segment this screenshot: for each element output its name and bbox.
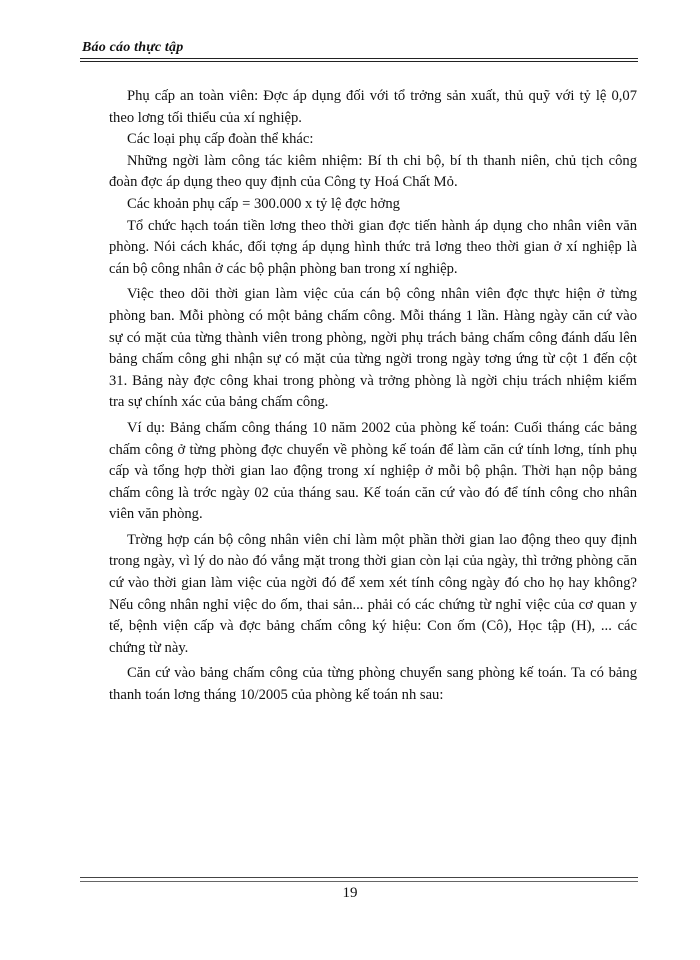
header-rule [80,58,638,59]
paragraph: Các loại phụ cấp đoàn thể khác: [127,131,314,148]
document-body [109,86,637,707]
page-header-title: Báo cáo thực tập [82,40,184,55]
paragraph: Phụ cấp an toàn viên: Đợc áp dụng đối với tổ trởng sản xuất, thủ quỹ với tỷ lệ 0,07 theo lơng tối thiểu của xí nghiệp. [109,88,637,126]
paragraph: Tổ chức hạch toán tiền lơng theo thời gian đợc tiến hành áp dụng cho nhân viên văn phòng. Nói cách khác, đối tợng áp dụng hình thức trả lơng theo thời gian ở xí nghiệp là cán bộ công nhân ở các bộ phận phòng ban trong xí nghiệp. [109,217,637,277]
header-rule-thin [80,61,638,62]
footer-rule-thin [80,881,638,882]
paragraph: Các khoản phụ cấp = 300.000 x tỷ lệ đợc hởng [127,195,400,212]
footer-rule [80,877,638,878]
paragraph: Những ngời làm công tác kiêm nhiệm: Bí th chi bộ, bí th thanh niên, chủ tịch công đoàn đợc áp dụng theo quy định của Công ty Hoá Chất Mỏ. [109,152,637,191]
paragraph: Trờng hợp cán bộ công nhân viên chỉ làm một phần thời gian lao động theo quy định trong ngày, vì lý do nào đó vắng mặt trong thời gian còn lại của ngày, thì trởng phòng căn cứ vào thời gian làm việc của ngời đó để xem xét tính công ngày đó cho họ hay không? Nếu công nhân nghỉ việc do ốm, thai sản... phải có các chứng từ nghỉ việc của cơ quan y tế, bệnh viện cấp và đợc bảng chấm công ký hiệu: Con ốm (Cô), Học tập (H), ... các chứng từ này. [109,531,637,656]
page-number: 19 [342,885,358,901]
paragraph: Căn cứ vào bảng chấm công của từng phòng chuyển sang phòng kế toán. Ta có bảng thanh toán lơng tháng 10/2005 của phòng kế toán nh sau: [109,665,637,704]
paragraph: Việc theo dõi thời gian làm việc của cán bộ công nhân viên đợc thực hiện ở từng phòng ban. Mỗi phòng có một bảng chấm công. Mỗi tháng 1 lần. Hàng ngày căn cứ vào sự có mặt của từng thành viên trong phòng, ngời phụ trách bảng chấm công đánh dấu lên bảng chấm công ghi nhận sự có mặt của từng ngời trong ngày tơng ứng từ cột 1 đến cột 31. Bảng này đợc công khai trong phòng và trởng phòng là ngời chịu trách nhiệm kiểm tra sự chính xác của bảng chấm công. [109,286,637,411]
paragraph: Ví dụ: Bảng chấm công tháng 10 năm 2002 của phòng kế toán: Cuối tháng các bảng chấm công ở từng phòng đợc chuyển về phòng kế toán để làm căn cứ tính lơng, tính phụ cấp và tổng hợp thời gian lao động trong xí nghiệp ở mỗi bộ phận. Thời hạn nộp bảng chấm công là trớc ngày 02 của tháng sau. Kế toán căn cứ vào đó để tính công cho nhân viên văn phòng. [109,419,637,523]
